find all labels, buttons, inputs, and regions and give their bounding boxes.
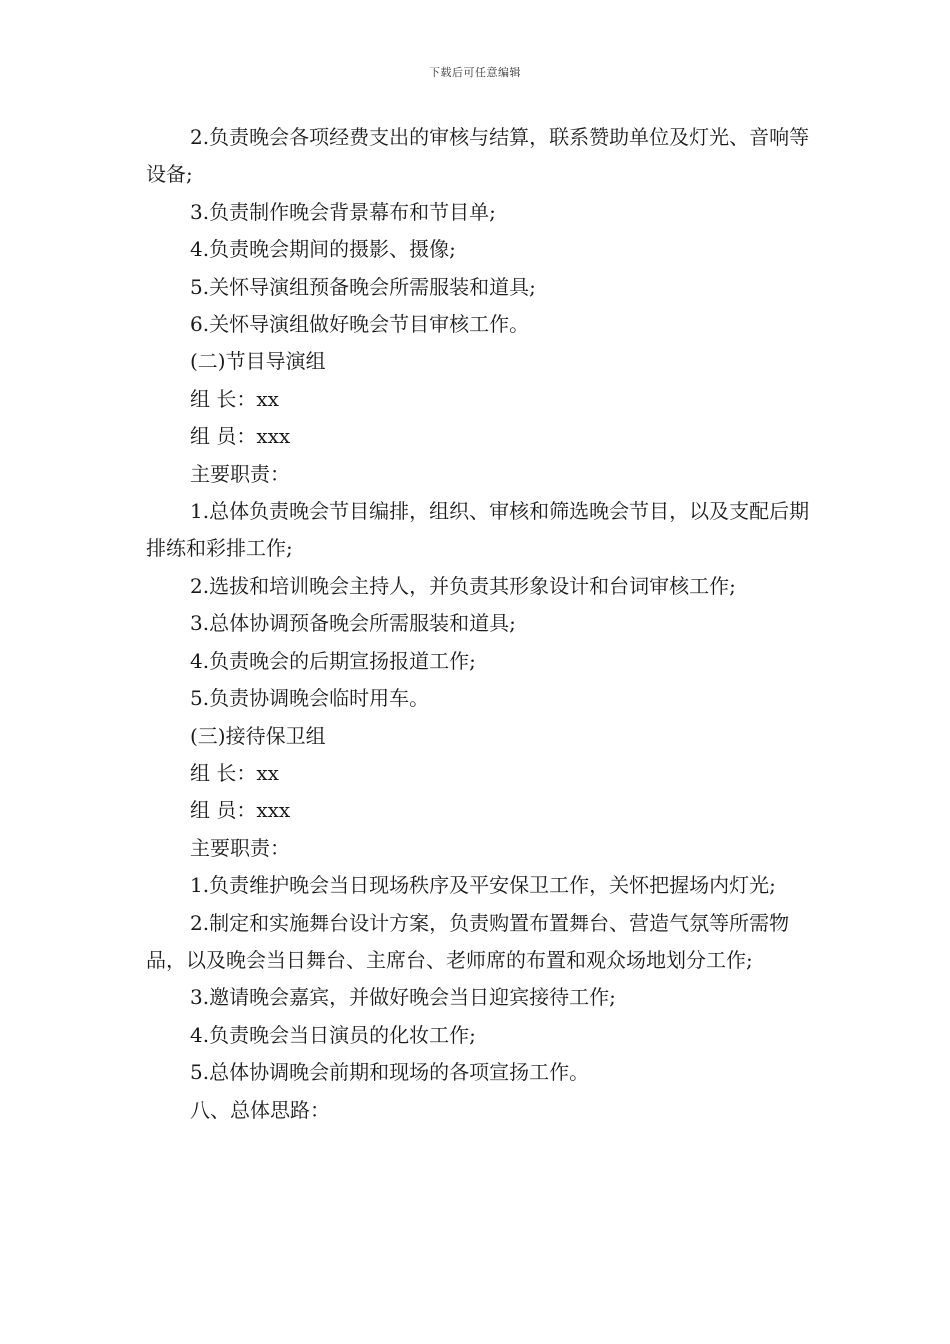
group-members: 组 员：xxx — [190, 424, 291, 449]
paragraph: 5.关怀导演组预备晚会所需服装和道具; — [190, 274, 536, 299]
paragraph: 1.负责维护晚会当日现场秩序及平安保卫工作，关怀把握场内灯光; — [190, 873, 776, 898]
section-heading: (三)接待保卫组 — [190, 723, 326, 748]
paragraph: 5.负责协调晚会临时用车。 — [190, 686, 430, 711]
group-members: 组 员：xxx — [190, 798, 291, 823]
section-heading: 八、总体思路： — [190, 1097, 330, 1122]
page-header: 下载后可任意编辑 — [429, 66, 521, 79]
group-leader: 组 长：xx — [190, 760, 279, 785]
paragraph: 2.选拔和培训晚会主持人，并负责其形象设计和台词审核工作; — [190, 573, 736, 598]
paragraph: 2.制定和实施舞台设计方案，负责购置布置舞台、营造气氛等所需物品，以及晚会当日舞台、主席台、老师席的布置和观众场地划分工作; — [146, 910, 790, 972]
paragraph: 2.负责晚会各项经费支出的审核与结算，联系赞助单位及灯光、音响等设备; — [146, 125, 810, 187]
paragraph: 3.邀请晚会嘉宾，并做好晚会当日迎宾接待工作; — [190, 985, 616, 1010]
duties-heading: 主要职责： — [190, 835, 290, 860]
paragraph: 4.负责晚会期间的摄影、摄像; — [190, 237, 456, 262]
document-body — [146, 119, 818, 1129]
group-leader: 组 长：xx — [190, 386, 279, 411]
paragraph: 4.负责晚会的后期宣扬报道工作; — [190, 648, 476, 673]
paragraph: 1.总体负责晚会节目编排，组织、审核和筛选晚会节目，以及支配后期排练和彩排工作; — [146, 499, 810, 561]
paragraph: 3.总体协调预备晚会所需服装和道具; — [190, 611, 516, 636]
duties-heading: 主要职责： — [190, 461, 290, 486]
paragraph: 4.负责晚会当日演员的化妆工作; — [190, 1022, 476, 1047]
paragraph: 3.负责制作晚会背景幕布和节目单; — [190, 199, 496, 224]
paragraph: 5.总体协调晚会前期和现场的各项宣扬工作。 — [190, 1060, 590, 1085]
paragraph: 6.关怀导演组做好晚会节目审核工作。 — [190, 312, 530, 337]
section-heading: (二)节目导演组 — [190, 349, 326, 374]
